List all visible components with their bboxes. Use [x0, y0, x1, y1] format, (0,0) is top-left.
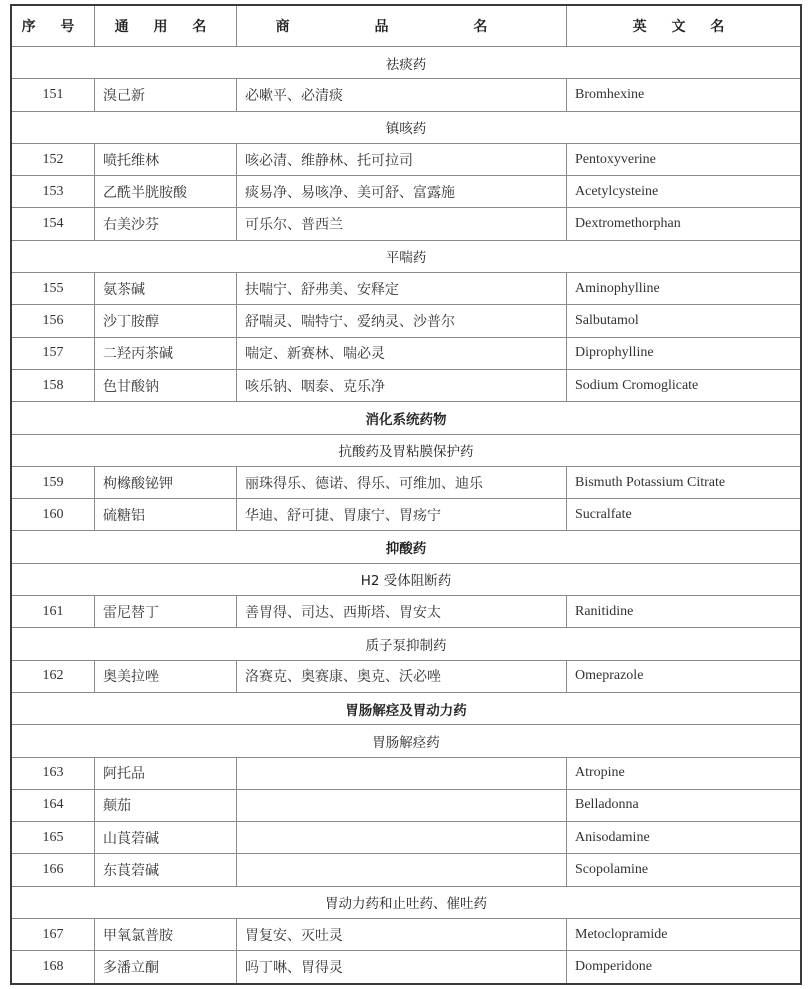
- cell-english-name: Atropine: [575, 765, 625, 781]
- cell-index: 166: [12, 854, 95, 885]
- cell-trade-name: 丽珠得乐、德诺、得乐、可维加、迪乐: [237, 467, 567, 498]
- cell-index: 160: [12, 499, 95, 530]
- cell-trade-name: 喘定、新赛林、喘必灵: [237, 338, 567, 369]
- cell-english-name: Anisodamine: [575, 829, 650, 845]
- cell-index: 155: [12, 273, 95, 304]
- cell-index: 154: [12, 208, 95, 239]
- cell-english-name: Omeprazole: [575, 668, 644, 684]
- cell-trade-name: 舒喘灵、喘特宁、爱纳灵、沙普尔: [237, 305, 567, 336]
- table-row: [12, 789, 800, 821]
- header-trade-name: 商 品 名: [237, 6, 567, 46]
- cell-index: 163: [12, 758, 95, 789]
- cell-index: 168: [12, 951, 95, 982]
- cell-generic-name: 沙丁胺醇: [95, 305, 237, 336]
- cell-generic-name: 甲氧氯普胺: [95, 919, 237, 950]
- category-row: [12, 401, 800, 433]
- subcategory-row: [12, 886, 800, 918]
- cell-english-name: Bismuth Potassium Citrate: [575, 474, 726, 490]
- category-row: [12, 530, 800, 562]
- cell-index: 153: [12, 176, 95, 207]
- cell-generic-name: 山莨菪碱: [95, 822, 237, 853]
- cell-english-name: Domperidone: [575, 958, 652, 974]
- table-row: [12, 207, 800, 239]
- cell-generic-name: 喷托维林: [95, 144, 237, 175]
- cell-generic-name: 多潘立酮: [95, 951, 237, 982]
- subcategory-row: [12, 111, 800, 143]
- subcategory-title: 胃肠解痉药: [372, 734, 440, 751]
- cell-trade-name: [237, 822, 567, 853]
- cell-english-name: Dextromethorphan: [575, 216, 681, 232]
- table-row: [12, 143, 800, 175]
- table-row: [12, 757, 800, 789]
- cell-index: 159: [12, 467, 95, 498]
- table-row: [12, 175, 800, 207]
- table-row: [12, 304, 800, 336]
- subcategory-title: 平喘药: [385, 250, 427, 267]
- cell-trade-name: [237, 758, 567, 789]
- cell-generic-name: 阿托品: [95, 758, 237, 789]
- subcategory-row: [12, 627, 800, 659]
- cell-trade-name: 咳乐钠、咽泰、克乐净: [237, 370, 567, 401]
- table-row: [12, 853, 800, 885]
- cell-english-name: Metoclopramide: [575, 926, 668, 942]
- cell-trade-name: 必嗽平、必清痰: [237, 79, 567, 110]
- cell-english-name: Salbutamol: [575, 313, 639, 329]
- cell-english-name: Acetylcysteine: [575, 183, 659, 199]
- subcategory-title: 质子泵抑制药: [365, 637, 447, 654]
- drug-table: [10, 4, 802, 985]
- cell-generic-name: 硫糖铝: [95, 499, 237, 530]
- subcategory-row: [12, 46, 800, 78]
- table-row: [12, 660, 800, 692]
- cell-index: 157: [12, 338, 95, 369]
- category-title: 抑酸药: [385, 541, 427, 558]
- table-row: [12, 337, 800, 369]
- table-row: [12, 498, 800, 530]
- cell-generic-name: 颠茄: [95, 790, 237, 821]
- cell-english-name: Sodium Cromoglicate: [575, 377, 699, 393]
- subcategory-title: 胃动力药和止吐药、催吐药: [325, 896, 487, 913]
- table-row: [12, 466, 800, 498]
- cell-index: 162: [12, 661, 95, 692]
- cell-english-name: Scopolamine: [575, 862, 649, 878]
- cell-trade-name: 咳必清、维静林、托可拉司: [237, 144, 567, 175]
- header-generic-name: 通 用 名: [95, 6, 237, 46]
- cell-trade-name: 扶喘宁、舒弗美、安释定: [237, 273, 567, 304]
- subcategory-title: H2 受体阻断药: [360, 573, 452, 590]
- cell-index: 161: [12, 596, 95, 627]
- cell-generic-name: 溴己新: [95, 79, 237, 110]
- cell-trade-name: 洛赛克、奥赛康、奥克、沃必唑: [237, 661, 567, 692]
- cell-generic-name: 右美沙芬: [95, 208, 237, 239]
- cell-trade-name: 吗丁啉、胃得灵: [237, 951, 567, 982]
- cell-english-name: Diprophylline: [575, 345, 654, 361]
- cell-english-name: Sucralfate: [575, 506, 632, 522]
- cell-index: 167: [12, 919, 95, 950]
- subcategory-title: 镇咳药: [385, 121, 427, 138]
- cell-index: 165: [12, 822, 95, 853]
- subcategory-title: 祛痰药: [385, 56, 427, 73]
- cell-trade-name: 胃复安、灭吐灵: [237, 919, 567, 950]
- category-title: 胃肠解痉及胃动力药: [345, 702, 467, 719]
- cell-index: 158: [12, 370, 95, 401]
- cell-english-name: Aminophylline: [575, 280, 660, 296]
- table-row: [12, 821, 800, 853]
- cell-english-name: Bromhexine: [575, 86, 645, 102]
- table-row: [12, 369, 800, 401]
- cell-index: 164: [12, 790, 95, 821]
- table-row: [12, 918, 800, 950]
- cell-generic-name: 枸橼酸铋钾: [95, 467, 237, 498]
- subcategory-title: 抗酸药及胃粘膜保护药: [338, 444, 474, 461]
- cell-index: 151: [12, 79, 95, 110]
- table-header: [12, 6, 800, 46]
- cell-index: 152: [12, 144, 95, 175]
- header-index: 序 号: [12, 6, 95, 46]
- header-english-name: 英 文 名: [632, 19, 735, 35]
- cell-generic-name: 氨茶碱: [95, 273, 237, 304]
- subcategory-row: [12, 724, 800, 756]
- category-title: 消化系统药物: [365, 411, 447, 428]
- cell-generic-name: 色甘酸钠: [95, 370, 237, 401]
- cell-english-name: Belladonna: [575, 797, 639, 813]
- table-row: [12, 950, 800, 982]
- cell-trade-name: [237, 790, 567, 821]
- cell-trade-name: 善胃得、司达、西斯塔、胃安太: [237, 596, 567, 627]
- subcategory-row: [12, 434, 800, 466]
- cell-english-name: Pentoxyverine: [575, 151, 656, 167]
- cell-trade-name: 可乐尔、普西兰: [237, 208, 567, 239]
- table-row: [12, 78, 800, 110]
- cell-generic-name: 雷尼替丁: [95, 596, 237, 627]
- cell-generic-name: 二羟丙茶碱: [95, 338, 237, 369]
- subcategory-row: [12, 240, 800, 272]
- cell-index: 156: [12, 305, 95, 336]
- cell-trade-name: 华迪、舒可捷、胃康宁、胃疡宁: [237, 499, 567, 530]
- table-row: [12, 595, 800, 627]
- table-body: [12, 46, 800, 983]
- cell-generic-name: 奥美拉唑: [95, 661, 237, 692]
- cell-trade-name: 痰易净、易咳净、美可舒、富露施: [237, 176, 567, 207]
- cell-english-name: Ranitidine: [575, 603, 634, 619]
- table-row: [12, 272, 800, 304]
- cell-generic-name: 东莨菪碱: [95, 854, 237, 885]
- category-row: [12, 692, 800, 724]
- subcategory-row: [12, 563, 800, 595]
- cell-generic-name: 乙酰半胱胺酸: [95, 176, 237, 207]
- cell-trade-name: [237, 854, 567, 885]
